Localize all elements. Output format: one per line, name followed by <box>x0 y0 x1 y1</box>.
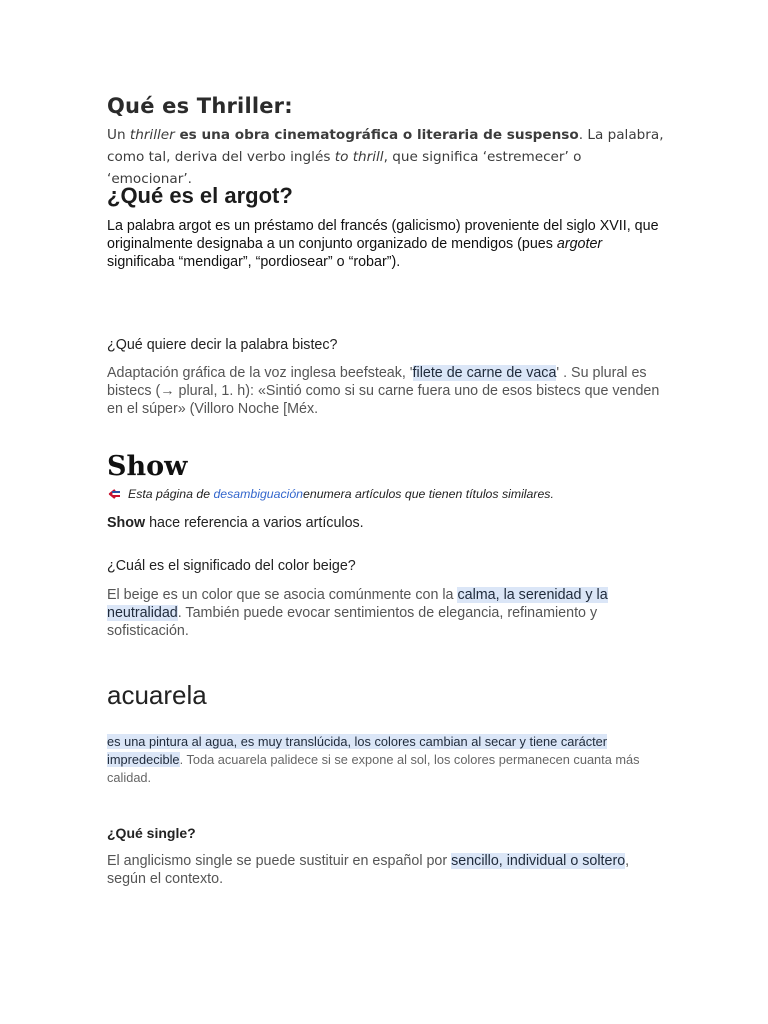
beige-highlight: calma, la serenidad y la neutralidad <box>107 587 608 621</box>
question-beige: ¿Cuál es el significado del color beige? <box>107 558 356 574</box>
thriller-text-pre: Un <box>107 127 130 143</box>
thriller-text-post: , que significa ‘estremecer’ o ‘emocionar’. <box>107 149 582 187</box>
question-bistec: ¿Qué quiere decir la palabra bistec? <box>107 337 338 353</box>
disambiguation-text-pre: Esta página de <box>128 487 211 501</box>
disambiguation-link[interactable]: desambiguación <box>213 487 304 501</box>
bistec-text-pre: Adaptación gráfica de la voz inglesa beefsteak, ' <box>107 365 413 381</box>
heading-thriller: Qué es Thriller: <box>107 94 293 118</box>
beige-text-pre: El beige es un color que se asocia comúnmente con la <box>107 587 458 603</box>
argot-text-pre: La palabra argot es un préstamo del francés (galicismo) proveniente del siglo XVII, que originalmente designaba a un conjunto organizado de mendigos (pues <box>107 218 659 252</box>
acuarela-highlight: es una pintura al agua, es muy translúcida, los colores cambian al secar y tiene carácter impredecible <box>107 734 608 767</box>
paragraph-single <box>107 852 667 888</box>
paragraph-thriller <box>107 124 667 190</box>
beige-text-post: . También puede evocar sentimientos de elegancia, refinamiento y sofisticación. <box>107 605 598 639</box>
single-text-post: , según el contexto. <box>107 853 630 887</box>
single-text-pre: El anglicismo single se puede sustituir en español por <box>107 853 452 869</box>
thriller-term: thriller <box>129 127 175 143</box>
heading-show: Show <box>107 451 188 482</box>
argot-term: argoter <box>556 236 603 252</box>
paragraph-show <box>107 515 364 531</box>
bistec-text-post: ' . Su plural es bistecs (→ plural, 1. h): «Sintió como si su carne fuera uno de esos bistecs que venden en el súper» (Villoro Noche [Méx. <box>107 365 660 417</box>
thriller-definition-bold: es una obra cinematográfica o literaria de suspenso <box>174 127 579 143</box>
thriller-text-mid: . La palabra, como tal, deriva del verbo inglés <box>107 127 664 165</box>
paragraph-argot <box>107 217 667 271</box>
show-term: Show <box>107 515 146 531</box>
single-highlight: sencillo, individual o soltero <box>451 853 626 869</box>
paragraph-acuarela <box>107 733 667 787</box>
bistec-highlight: filete de carne de vaca <box>412 365 557 381</box>
question-single: ¿Qué single? <box>107 825 196 841</box>
paragraph-bistec <box>107 364 667 418</box>
argot-text-post: significaba “mendigar”, “pordiosear” o “robar”). <box>107 254 401 270</box>
disambiguation-arrow-icon <box>107 487 121 501</box>
heading-acuarela: acuarela <box>107 680 207 710</box>
thriller-verb: to thrill <box>334 149 384 165</box>
heading-argot: ¿Qué es el argot? <box>107 183 293 208</box>
acuarela-text-post: . Toda acuarela palidece si se expone al sol, los colores permanecen cuanta más calidad. <box>107 752 640 785</box>
disambiguation-text-post: enumera artículos que tienen títulos similares. <box>303 487 554 501</box>
paragraph-beige <box>107 586 667 640</box>
disambiguation-note <box>107 487 554 501</box>
show-text-rest: hace referencia a varios artículos. <box>145 515 364 531</box>
